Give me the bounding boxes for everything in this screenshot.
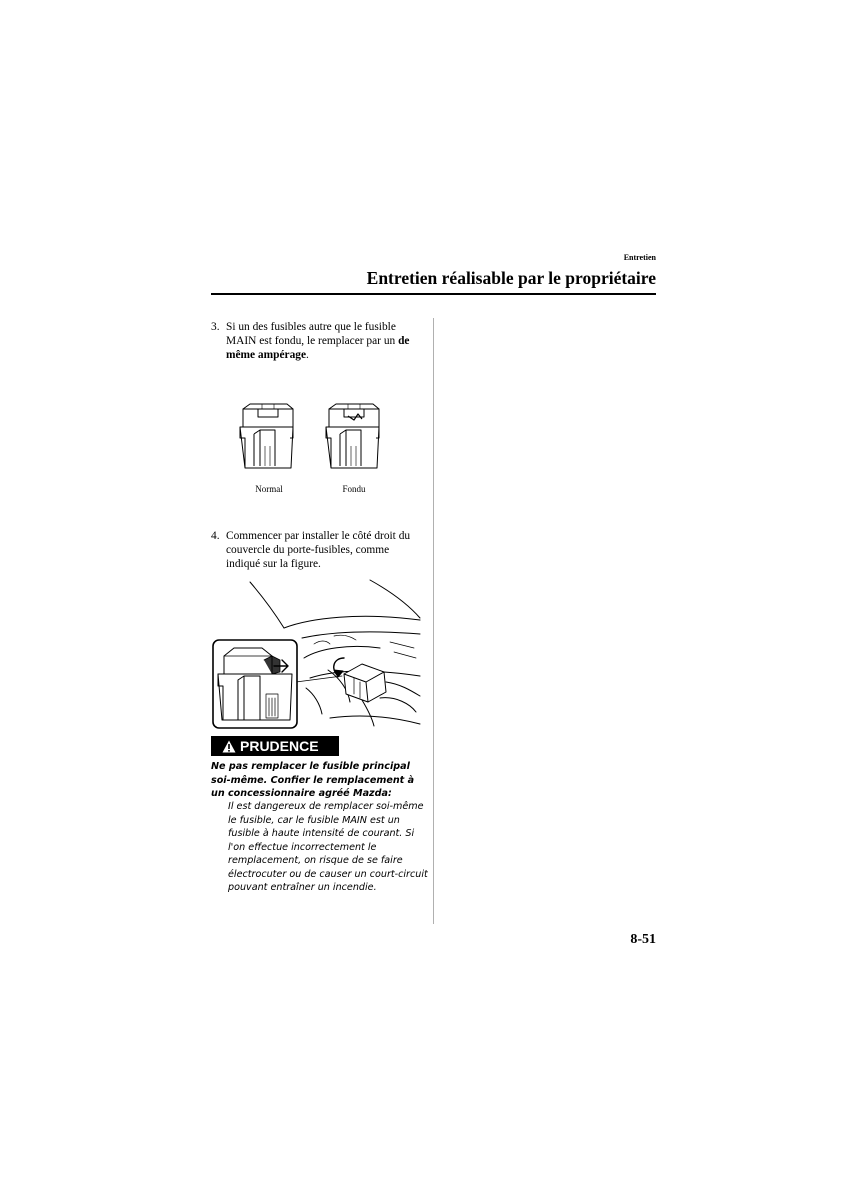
- page-number: 8-51: [630, 932, 656, 947]
- step-3: [211, 320, 421, 362]
- caption-fondu: Fondu: [342, 484, 366, 494]
- fuse-comparison-figure: [236, 402, 382, 474]
- fuse-box-cover-figure: [210, 578, 432, 730]
- step-3-text-bold: de même ampérage: [226, 335, 410, 361]
- step-4-number: 4.: [211, 530, 220, 542]
- fuse-box-cover: [344, 664, 386, 702]
- step-4-text: Commencer par installer le côté droit du couvercle du porte-fusibles, comme indiqué sur la figure.: [226, 530, 411, 570]
- column-divider: [433, 318, 434, 924]
- step-3-text: [211, 320, 421, 362]
- title-rule: [211, 293, 656, 295]
- step-4: [211, 529, 421, 571]
- step-3-text-end: .: [306, 349, 309, 361]
- blown-fuse-illustration: [326, 404, 379, 468]
- caution-lead-text: Ne pas remplacer le fusible principal soi-même. Confier le remplacement à un concessionnaire agréé Mazda:: [211, 761, 415, 799]
- rotation-arrow-icon: [334, 658, 344, 677]
- page-title: Entretien réalisable par le propriétaire: [366, 268, 656, 288]
- caution-label: PRUDENCE: [240, 738, 319, 754]
- warning-triangle-icon: [222, 740, 236, 753]
- detail-inset: [213, 640, 297, 728]
- caption-normal: Normal: [255, 484, 283, 494]
- caution-body-text: Il est dangereux de remplacer soi-même le fusible, car le fusible MAIN est un fusible à haute intensité de courant. Si l'on effectue incorrectement le remplacement, on risque de se faire électrocuter ou de causer un court-circuit pouvant entraîner un incendie.: [228, 801, 428, 893]
- step-3-number: 3.: [211, 321, 220, 333]
- section-label: Entretien: [623, 253, 656, 262]
- caution-badge: [211, 736, 339, 756]
- step-3-text-plain: Si un des fusibles autre que le fusible MAIN est fondu, le remplacer par un: [226, 321, 399, 347]
- normal-fuse-illustration: [240, 404, 293, 468]
